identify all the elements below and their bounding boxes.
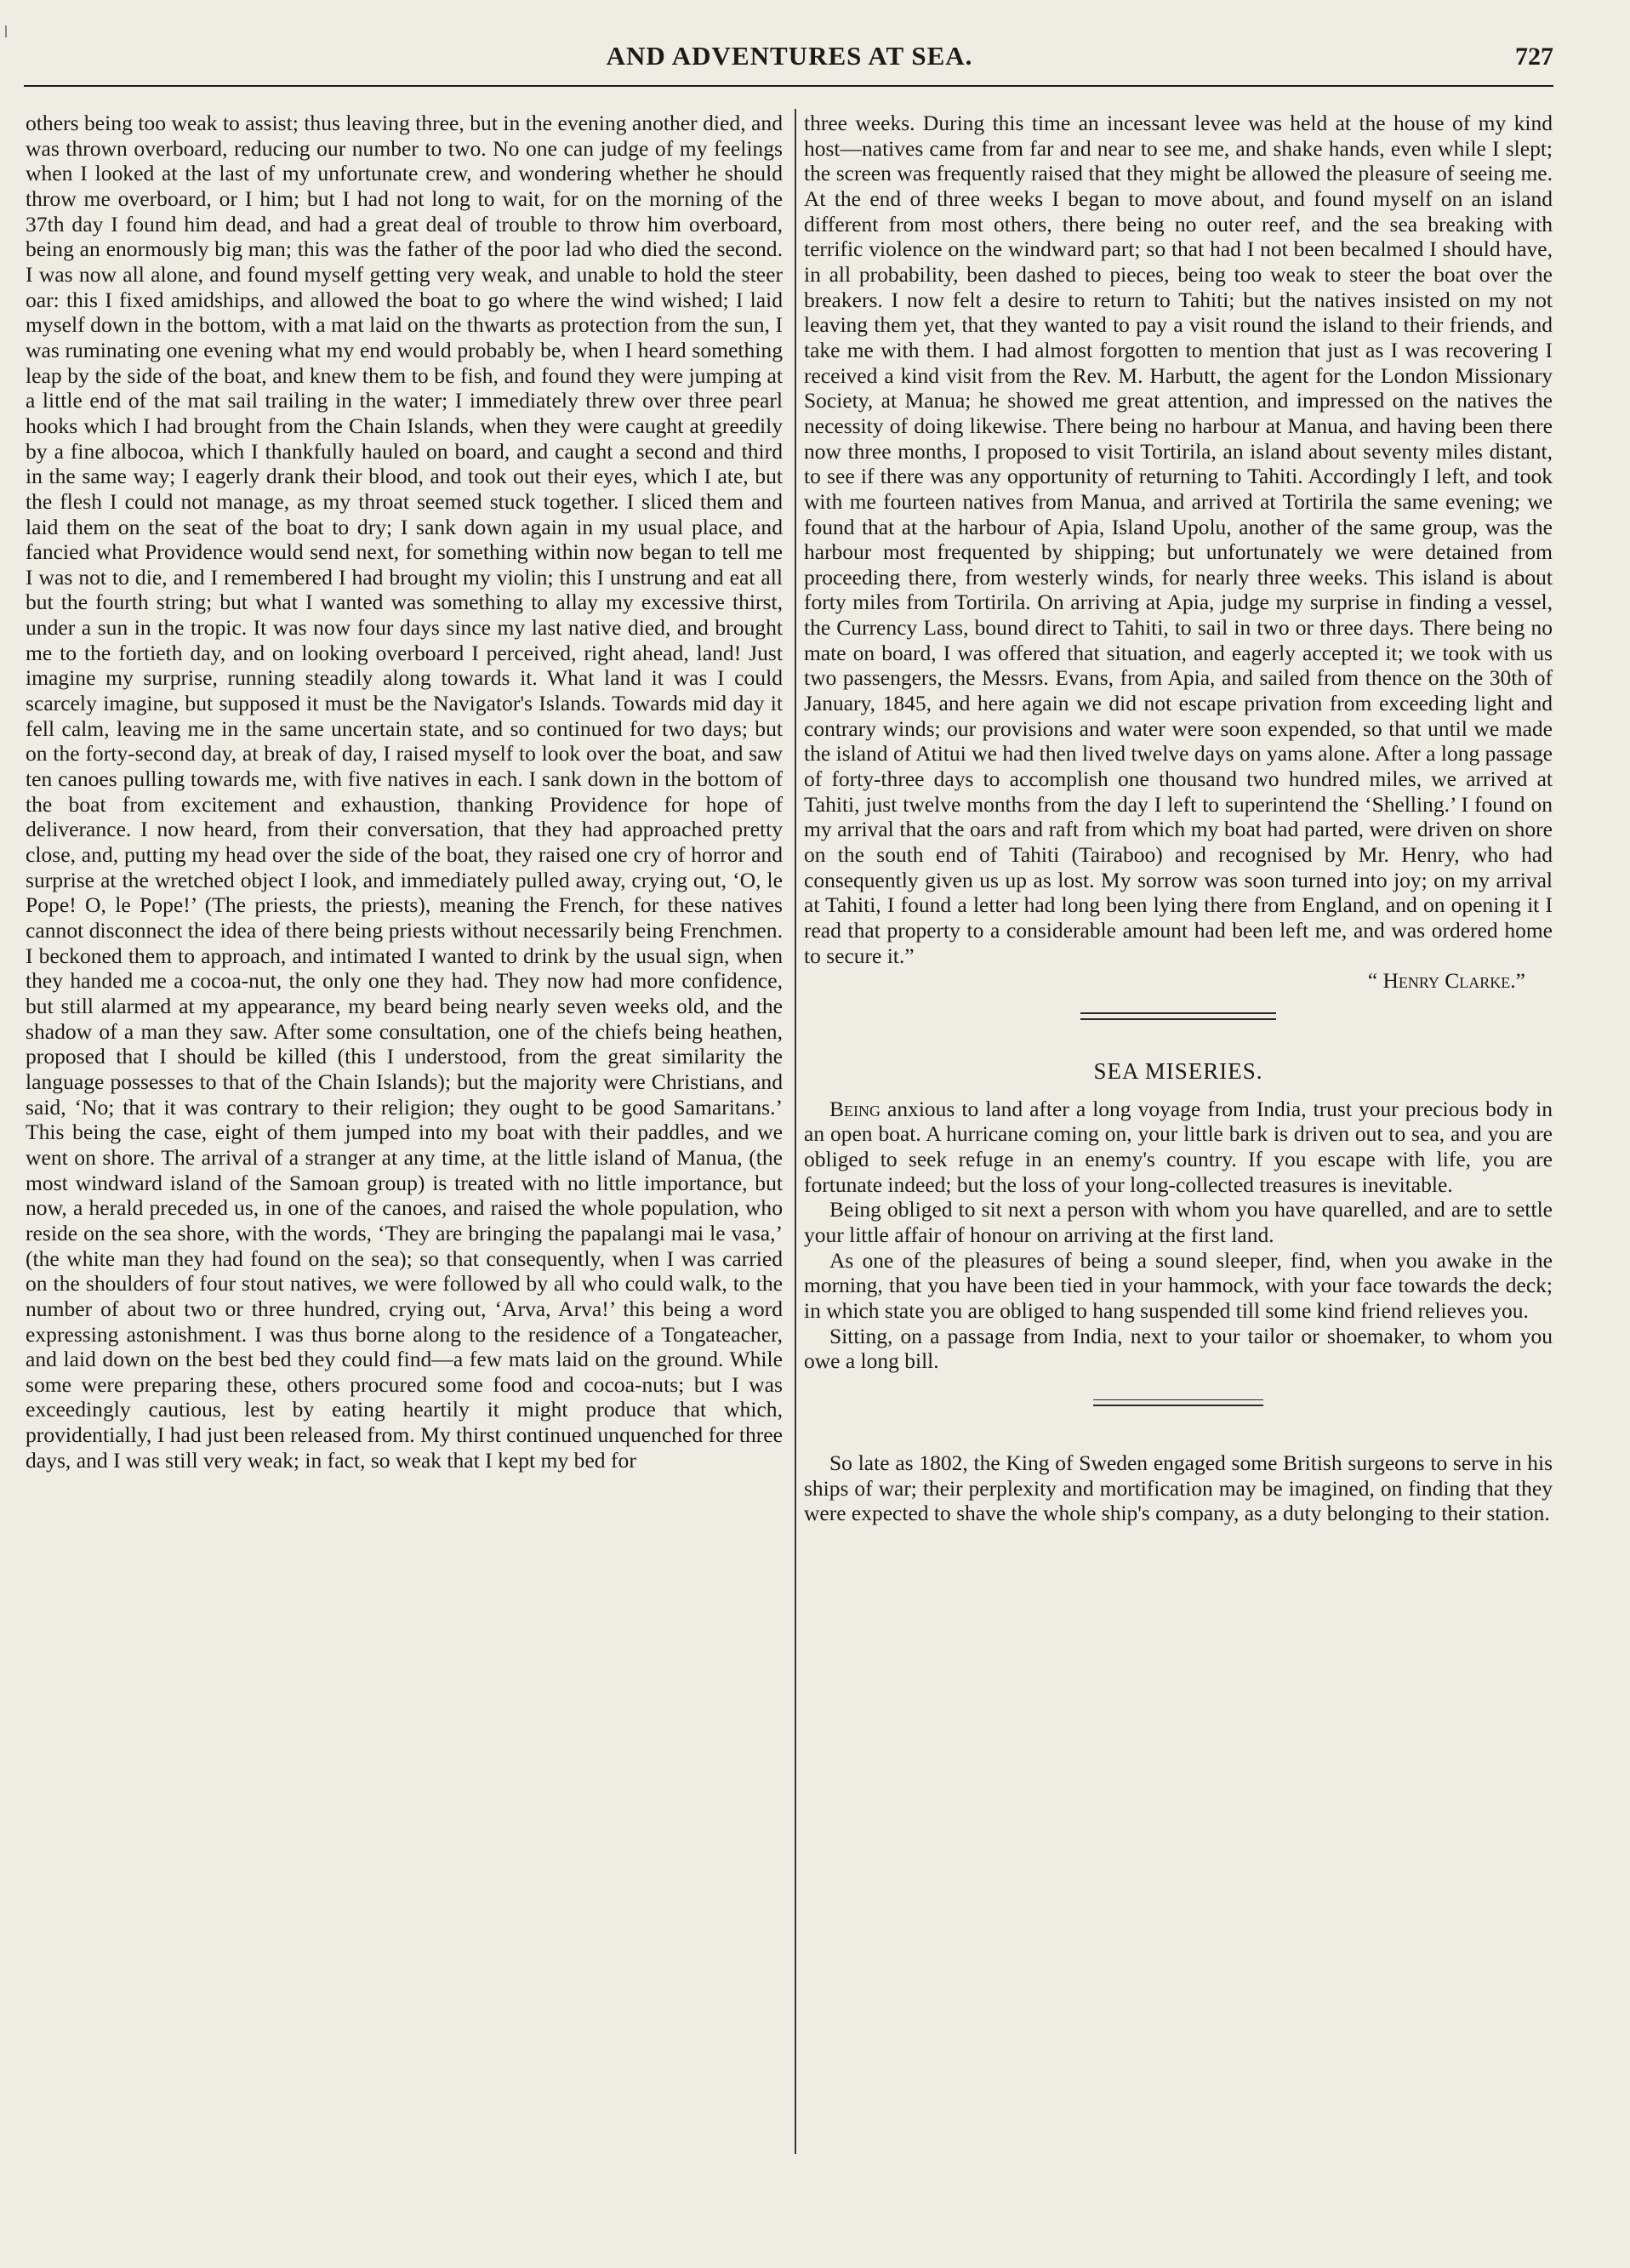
misery-text: anxious to land after a long voyage from India, trust your precious body in an open boat. A hurricane coming on, your little bark is driven out to sea, and you are obliged to seek refuge in an enemy's country. If you escape with life, you are fortunate indeed; but the loss of your long-collected treasures is inevitable. [804, 1096, 1553, 1197]
header-rule [24, 85, 1553, 87]
misery-paragraph: Sitting, on a passage from India, next to your tailor or shoemaker, to whom you owe a long bill. [804, 1323, 1553, 1374]
page-number: 727 [1515, 43, 1553, 71]
page-header [26, 41, 1553, 83]
section-title: SEA MISERIES. [1093, 1057, 1263, 1084]
signature: “ Henry Clarke.” [1367, 968, 1525, 994]
anecdote-paragraph: So late as 1802, the King of Sweden engaged some British surgeons to serve in his ships of war; their perplexity and mortification may be imagined, on finding that they were expected to shave the whole ship's company, as a duty belonging to their station. [804, 1450, 1553, 1526]
misery-paragraph: As one of the pleasures of being a sound sleeper, find, when you awake in the morning, that you have been tied in your hammock, with your face towards the deck; in which state you are obliged to hang suspended till some kind friend relieves you. [804, 1247, 1553, 1323]
narrative-paragraph: others being too weak to assist; thus leaving three, but in the evening another died, and was thrown overboard, reducing our number to two. No one can judge of my feelings when I looked at the last of my unfortunate crew, and wondering whether he should throw me overboard, or I him; but I had not long to wait, for on the morning of the 37th day I found him dead, and had a great deal of trouble to throw him overboard, being an enormously big man; this was the father of the poor lad who died the second. I was now all alone, and found myself getting very weak, and unable to hold the steer oar: this I fixed amidships, and allowed the boat to go where the wind wished; I laid myself down in the bottom, with a mat laid on the thwarts as protection from the sun, I was ruminating one evening what my end would probably be, when I heard something leap by the side of the boat, and knew them to be fish, and found they were jumping at a little end of the mat sail trailing in the water; I immediately threw over three pearl hooks which I had brought from the Chain Islands, when they were caught at greedily by a fine albocoa, which I thankfully hauled on board, and caught a second and third in the same way; I eagerly drank their blood, and took out their eyes, which I ate, but the flesh I could not manage, as my throat seemed stuck together. I sliced them and laid them on the seat of the boat to dry; I sank down again in my usual place, and fancied what Providence would send next, for something within now began to tell me I was not to die, and I remembered I had brought my violin; this I unstrung and eat all but the fourth string; but what I wanted was something to allay my excessive thirst, under a sun in the tropic. It was now four days since my last native died, and brought me to the fortieth day, and on looking overboard I perceived, right ahead, land! Just imagine my surprise, running steadily along towards it. What land it was I could scarcely imagine, but supposed it must be the Navigator's Islands. Towards mid day it fell calm, leaving me in the same uncertain state, and so continued for two days; but on the forty-second day, at break of day, I raised myself to look over the boat, and saw ten canoes pulling towards me, with five natives in each. I sank down in the bottom of the boat from excitement and exhaustion, thanking Providence for hope of deliverance. I now heard, from their conversation, that they had approached pretty close, and, putting my head over the side of the boat, they raised one cry of horror and surprise at the wretched object I look, and immediately pulled away, crying out, ‘O, le Pope! O, le Pope!’ (The priests, the priests), meaning the French, for these natives cannot disconnect the idea of there being priests without necessarily being Frenchmen. I beckoned them to approach, and intimated I wanted to drink by the usual sign, when they handed me a cocoa-nut, the only one they had. They now had more confidence, but still alarmed at my appearance, my beard being nearly seven weeks old, and the shadow of a man they saw. After some consultation, one of the chiefs being heathen, proposed that I should be killed (this I understood, from the great similarity the language possesses to that of the Chain Islands); but the majority were Christians, and said, ‘No; that it was contrary to their religion; they ought to be good Samaritans.’ This being the case, eight of them jumped into my boat with their paddles, and we went on shore. The arrival of a stranger at any time, at the little island of Manua, (the most windward island of the Samoan group) is treated with no little importance, but now, a herald preceded us, in one of the canoes, and raised the whole population, who reside on the sea shore, with the words, ‘They are bringing the papalangi mai le vasa,’ (the white man they had found on the sea); so that consequently, when I was carried on the shoulders of four stout natives, we were followed by all who could walk, to the number of about two or three hundred, crying out, ‘Arva, Arva!’ this being a word expressing astonishment. I was thus borne along to the residence of a Tongateacher, and laid down on the best bed they could find—a few mats laid on the ground. While some were preparing these, others procured some food and cocoa-nuts; but I was exceedingly cautious, lest by eating heartily it might produce that which, providentially, I had just been released from. My thirst continued unquenched for three days, and I was still very weak; in fact, so weak that I kept my bed for [26, 111, 783, 1473]
misery-lead: Being [829, 1096, 881, 1121]
misery-paragraph [804, 1097, 1553, 1198]
right-column [804, 111, 1553, 1526]
misery-paragraph: Being obliged to sit next a person with whom you have quarelled, and are to settle your little affair of honour on arriving at the first land. [804, 1197, 1553, 1247]
running-title: AND ADVENTURES AT SEA. [606, 41, 973, 71]
section-divider [1093, 1399, 1263, 1406]
margin-mark [5, 26, 7, 37]
narrative-continuation: three weeks. During this time an incessant levee was held at the house of my kind host—natives came from far and near to see me, and shake hands, even while I slept; the screen was frequently raised that they might be allowed the pleasure of seeing me. At the end of three weeks I began to move about, and found myself on an island different from most others, there being no outer reef, and the sea breaking with terrific violence on the windward part; so that had I not been becalmed I should have, in all probability, been dashed to pieces, being too weak to steer the boat over the breakers. I now felt a desire to return to Tahiti; but the natives insisted on my not leaving them yet, that they wanted to pay a visit round the island to their friends, and take me with them. I had almost forgotten to mention that just as I was recovering I received a kind visit from the Rev. M. Harbutt, the agent for the London Missionary Society, at Manua; he showed me great attention, and impressed on the natives the necessity of doing likewise. There being no harbour at Manua, and having been there now three months, I proposed to visit Tortirila, an island about seventy miles distant, to see if there was any opportunity of returning to Tahiti. Accordingly I left, and took with me fourteen natives from Manua, and arrived at Tortirila the same evening; we found that at the harbour of Apia, Island Upolu, another of the same group, was the harbour most frequented by shipping; but unfortunately we were detained from proceeding there, from westerly winds, for nearly three weeks. This island is about forty miles from Tortirila. On arriving at Apia, judge my surprise in finding a vessel, the Currency Lass, bound direct to Tahiti, to sail in two or three days. There being no mate on board, I was offered that situation, and eagerly accepted it; we took with us two passengers, the Messrs. Evans, from Apia, and sailed from thence on the 30th of January, 1845, and here again we did not escape privation from exceeding light and contrary winds; our provisions and water were soon expended, so that until we made the island of Atitui we had then lived twelve days on yams alone. After a long passage of forty-three days to accomplish one thousand two hundred miles, we arrived at Tahiti, just twelve months from the day I left to superintend the ‘Shelling.’ I found on my arrival that the oars and raft from which my boat had parted, were driven on shore on the south end of Tahiti (Tairaboo) and recognised by Mr. Henry, who had consequently given us up as lost. My sorrow was soon turned into joy; on my arrival at Tahiti, I found a letter had long been lying there from England, and on opening it I read that property to a considerable amount had been left me, and was ordered home to secure it.” [804, 111, 1553, 968]
column-divider [795, 109, 796, 2154]
section-divider [1080, 1012, 1276, 1020]
left-column [26, 111, 783, 1473]
